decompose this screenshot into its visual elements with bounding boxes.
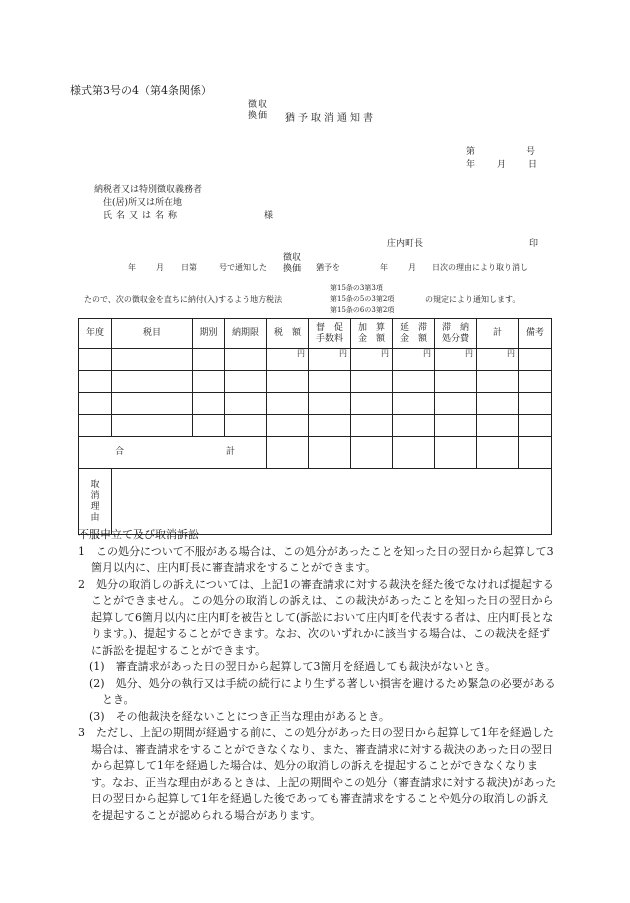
recipient-address-label: 住(居)所又は所在地 bbox=[103, 198, 183, 208]
cell bbox=[79, 349, 112, 371]
article-2: 第15条の5の3第2項 bbox=[330, 295, 395, 303]
number-suffix: 号 bbox=[526, 147, 536, 157]
yen-unit: 円 bbox=[393, 349, 435, 371]
header-period: 期別 bbox=[193, 319, 225, 349]
date-day: 日 bbox=[528, 160, 538, 170]
article-1: 第15条の3第3項 bbox=[330, 284, 383, 292]
number-prefix: 第 bbox=[466, 147, 476, 157]
total-label-1: 合 bbox=[115, 447, 125, 457]
header-year: 年度 bbox=[79, 319, 112, 349]
title-kind-liquidate: 換価 bbox=[248, 111, 269, 121]
yen-unit: 円 bbox=[477, 349, 519, 371]
yen-unit: 円 bbox=[267, 349, 309, 371]
notes-item-2: 2 処分の取消しの訴えについては、上記1の審査請求に対する裁決を経た後でなければ提起することができません。この処分の取消しの訴えは、この裁決があったことを知った日の翌日から起算して6箇月以内に庄内町を被告として(訴訟において庄内町を代表する者は、庄内町長となります。)、提起することができます。なお、次のいずれかに該当する場合は、この裁決を経ずに訴訟を提起することができます。 bbox=[78, 577, 554, 657]
appeal-notes bbox=[78, 527, 558, 824]
notes-heading: 不服申立て及び取消訴訟 bbox=[78, 528, 199, 541]
header-disposition-cost: 滞 納 処分費 bbox=[435, 319, 477, 349]
header-additional-amount: 加 算 金 額 bbox=[351, 319, 393, 349]
body-kind-liquidate: 換価 bbox=[283, 264, 302, 274]
header-tax-amount: 税 額 bbox=[267, 319, 309, 349]
body-kind-collect: 徴収 bbox=[283, 253, 302, 263]
total-row bbox=[79, 437, 552, 469]
sender-name: 庄内町長 bbox=[387, 239, 424, 249]
body-month: 月 bbox=[156, 263, 164, 272]
recipient-honorific: 様 bbox=[264, 211, 274, 221]
body-year2: 年 bbox=[380, 263, 388, 272]
reason-row bbox=[79, 469, 552, 535]
body-day-no: 日第 bbox=[181, 263, 197, 272]
body-cancel-reason: 日次の理由により取り消し bbox=[432, 263, 528, 272]
tax-table bbox=[78, 318, 552, 535]
header-delinquency-amount: 延 滞 金 額 bbox=[393, 319, 435, 349]
cell bbox=[225, 349, 267, 371]
title-kind-stack bbox=[248, 100, 268, 122]
date-year: 年 bbox=[466, 160, 476, 170]
cell bbox=[112, 349, 193, 371]
body-notified: 号で通知した bbox=[219, 263, 267, 272]
total-label-cell bbox=[79, 437, 267, 469]
total-label-2: 計 bbox=[226, 447, 236, 457]
cell bbox=[193, 349, 225, 371]
table-row bbox=[79, 393, 552, 415]
header-total: 計 bbox=[477, 319, 519, 349]
header-tax-item: 税目 bbox=[112, 319, 193, 349]
yen-unit: 円 bbox=[309, 349, 351, 371]
table-row bbox=[79, 371, 552, 393]
header-remarks: 備考 bbox=[519, 319, 552, 349]
recipient-name-label: 氏名又は名称 bbox=[103, 211, 182, 221]
title-kind-collect: 徴収 bbox=[248, 100, 269, 110]
recipient-line1: 納税者又は特別徴収義務者 bbox=[94, 185, 203, 195]
sender-seal: 印 bbox=[529, 239, 539, 249]
article-3: 第15条の6の3第2項 bbox=[330, 306, 395, 314]
document-title: 猶予取消通知書 bbox=[285, 113, 376, 124]
reason-label: 取消理由 bbox=[90, 479, 100, 523]
date-month: 月 bbox=[497, 160, 507, 170]
yen-unit: 円 bbox=[351, 349, 393, 371]
notes-sub-1: (1) 審査請求があった日の翌日から起算して3箇月を経過しても裁決がないとき。 bbox=[89, 660, 497, 673]
table-row bbox=[79, 415, 552, 437]
form-id: 様式第3号の4（第4条関係） bbox=[70, 84, 212, 97]
yen-unit: 円 bbox=[435, 349, 477, 371]
body-kind-stack bbox=[283, 253, 301, 275]
notes-sub-3: (3) その他裁決を経ないことにつき正当な理由があるとき。 bbox=[89, 709, 390, 723]
body-notice-tail: の規定により通知します。 bbox=[425, 295, 521, 304]
body-grace: 猶予を bbox=[316, 263, 340, 272]
header-due-date: 納期限 bbox=[225, 319, 267, 349]
reason-label-cell bbox=[79, 469, 112, 535]
cell bbox=[519, 349, 552, 371]
reason-field bbox=[112, 469, 552, 535]
table-row bbox=[79, 349, 552, 371]
notes-sub-2: (2) 処分、処分の執行又は手続の続行により生ずる著しい損害を避けるため緊急の必要があるとき。 bbox=[89, 676, 556, 706]
notes-item-3: 3 ただし、上記の期間が経過する前に、この処分があった日の翌日から起算して1年を経過した場合は、審査請求をすることができなくなり、また、審査請求に対する裁決のあった日の翌日から起算して1年を経過した場合は、処分の取消しの訴えを提起することができなくなります。なお、正当な理由があるときは、上記の期間やこの処分（審査請求に対する裁決)があった日の翌日から起算して1年を経過した後であっても審査請求をすることや処分の取消しの訴えを提起することが認められる場合があります。 bbox=[78, 726, 557, 822]
body-payment-request: たので、次の徴収金を直ちに納付(入)するよう地方税法 bbox=[84, 295, 283, 304]
header-reminder-fee: 督 促 手数料 bbox=[309, 319, 351, 349]
body-month2: 月 bbox=[408, 263, 416, 272]
table-header-row bbox=[79, 319, 552, 349]
notes-item-1: 1 この処分について不服がある場合は、この処分があったことを知った日の翌日から起算して3箇月以内に、庄内町長に審査請求をすることができます。 bbox=[78, 544, 554, 574]
body-year: 年 bbox=[128, 263, 136, 272]
